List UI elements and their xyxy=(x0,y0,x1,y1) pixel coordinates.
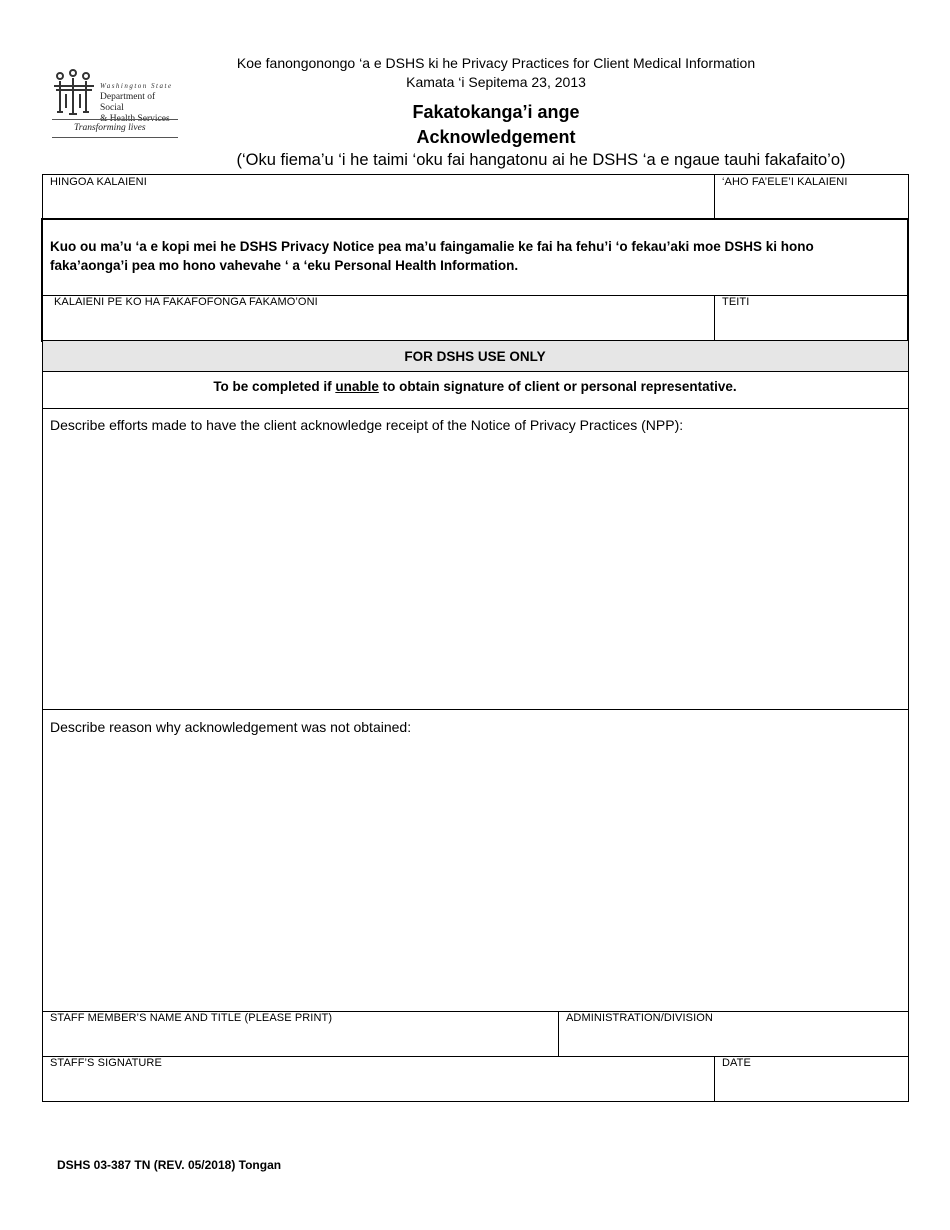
people-figures-icon xyxy=(52,68,96,118)
admin-division-field[interactable]: ADMINISTRATION/DIVISION xyxy=(566,1012,713,1024)
acknowledgement-statement: Kuo ou ma’u ‘a e kopi mei he DSHS Privacy Notice pea ma’u faingamalie ke fai ha fehu’i ‘o fekau’aki moe DSHS ki hono faka’aonga’i pea mo hono vahevahe ‘ a ‘eku Personal Health Information. xyxy=(50,239,814,273)
divider xyxy=(714,174,715,220)
header-line2: Kamata ‘i Sepitema 23, 2013 xyxy=(406,74,586,90)
form-title: Fakatokanga’i ange xyxy=(412,102,580,122)
describe-reason-label: Describe reason why acknowledgement was not obtained: xyxy=(50,719,412,735)
divider xyxy=(42,709,908,710)
form-subtitle: (‘Oku fiema’u ‘i he taimi ‘oku fai hangatonu ai he DSHS ‘a e ngaue tauhi fakafaito’o) xyxy=(236,151,846,169)
divider xyxy=(714,1056,715,1101)
form-id-footer: DSHS 03-387 TN (REV. 05/2018) Tongan xyxy=(57,1158,282,1172)
staff-date-field[interactable]: DATE xyxy=(722,1057,751,1069)
staff-signature-field[interactable]: STAFF’S SIGNATURE xyxy=(50,1057,162,1069)
client-signature-field[interactable]: KALAIENI PE KO HA FAKAFOFONGA FAKAMO’ONI xyxy=(54,296,318,308)
logo-state: Washington State xyxy=(100,82,173,90)
divider xyxy=(42,408,908,409)
form-title-english: Acknowledgement xyxy=(416,127,576,147)
client-name-field[interactable]: HINGOA KALAIENI xyxy=(50,176,147,188)
describe-efforts-area[interactable] xyxy=(43,436,907,708)
divider xyxy=(42,371,908,372)
describe-reason-area[interactable] xyxy=(43,738,907,1010)
divider xyxy=(558,1011,559,1056)
dshs-use-only-heading: FOR DSHS USE ONLY xyxy=(404,349,546,364)
logo-tagline: Transforming lives xyxy=(74,123,146,133)
logo-department: Department of Social & Health Services xyxy=(100,92,170,124)
client-dob-field[interactable]: ‘AHO FA’ELE’I KALAIENI xyxy=(722,176,848,188)
signature-date-field[interactable]: TEITI xyxy=(722,296,750,308)
divider xyxy=(714,295,715,341)
dshs-logo xyxy=(52,66,180,140)
divider xyxy=(42,1056,908,1057)
logo-divider xyxy=(52,137,178,138)
header-line1: Koe fanongonongo ‘a e DSHS ki he Privacy Practices for Client Medical Information xyxy=(236,55,756,71)
staff-name-field[interactable]: STAFF MEMBER’S NAME AND TITLE (PLEASE PRINT) xyxy=(50,1012,333,1024)
completion-note: To be completed if unable to obtain signature of client or personal representative. xyxy=(213,379,737,394)
logo-divider xyxy=(52,119,178,120)
describe-efforts-label: Describe efforts made to have the client acknowledge receipt of the Notice of Privacy Practices (NPP): xyxy=(50,417,684,433)
